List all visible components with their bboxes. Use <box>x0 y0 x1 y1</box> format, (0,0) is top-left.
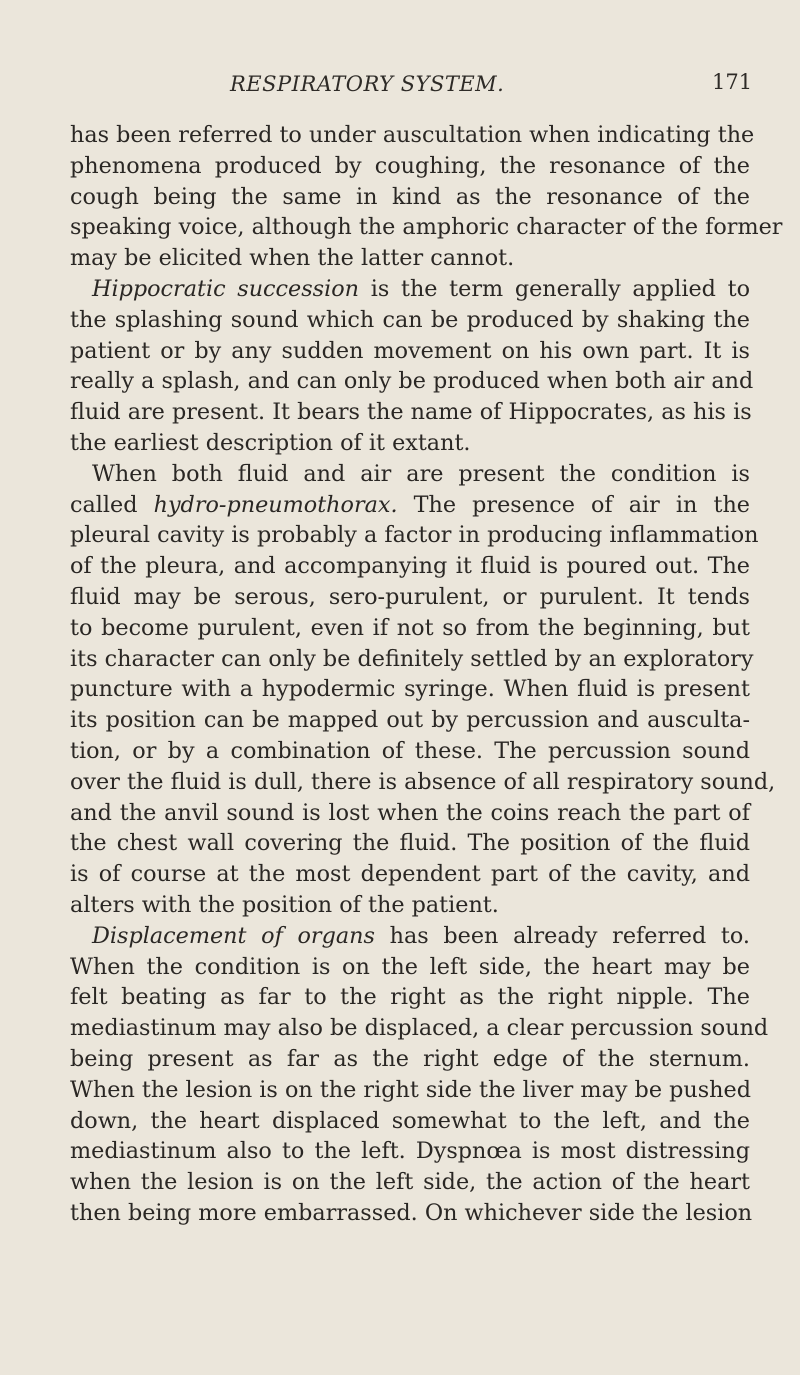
running-head: RESPIRATORY SYSTEM. <box>230 72 505 96</box>
text-line: of the pleura, and accompanying it fluid is poured out. The <box>70 553 750 580</box>
text-line: and the anvil sound is lost when the coins reach the part of <box>70 799 750 826</box>
text-line: may be elicited when the latter cannot. <box>70 245 515 272</box>
text-line: When both fluid and air are present the condition is <box>92 460 750 487</box>
text-line: its position can be mapped out by percussion and ausculta- <box>70 707 750 734</box>
text-line <box>70 490 750 521</box>
text-line: felt beating as far to the right as the right nipple. The <box>70 984 750 1011</box>
text-line: then being more embarrassed. On whichever side the lesion <box>70 1199 753 1226</box>
text-line: When the condition is on the left side, the heart may be <box>70 953 750 980</box>
text-line: really a splash, and can only be produced when both air and <box>70 368 754 395</box>
text-line: fluid are present. It bears the name of Hippocrates, as his is <box>70 399 752 426</box>
text-line: tion, or by a combination of these. The percussion sound <box>70 737 750 764</box>
line-text: The presence of air in the <box>397 491 750 518</box>
text-line: its character can only be definitely settled by an exploratory <box>70 645 754 672</box>
text-line: has been referred to under auscultation when indicating the <box>70 122 755 148</box>
text-line <box>70 274 750 305</box>
text-line: the splashing sound which can be produced by shaking the <box>70 306 750 333</box>
line-text: is the term generally applied to <box>359 275 750 302</box>
text-line: is of course at the most dependent part of the cavity, and <box>70 861 750 888</box>
text-line: down, the heart displaced somewhat to the left, and the <box>70 1107 750 1134</box>
text-line: when the lesion is on the left side, the action of the heart <box>70 1169 750 1196</box>
text-line: fluid may be serous, sero-purulent, or purulent. It tends <box>70 583 750 610</box>
text-line: mediastinum also to the left. Dyspnœa is most distressing <box>70 1138 750 1165</box>
text-line: cough being the same in kind as the resonance of the <box>70 183 750 210</box>
italic-term: Hippocratic succession <box>92 275 360 302</box>
text-line: phenomena produced by coughing, the resonance of the <box>70 152 750 179</box>
text-line: the chest wall covering the fluid. The position of the fluid <box>70 830 750 857</box>
text-line: mediastinum may also be displaced, a clear percussion sound <box>70 1015 769 1042</box>
text-line: alters with the position of the patient. <box>70 891 499 918</box>
body-text <box>70 120 783 1229</box>
text-line: When the lesion is on the right side the liver may be pushed <box>70 1076 752 1103</box>
text-line: the earliest description of it extant. <box>70 429 471 456</box>
text-line: to become purulent, even if not so from the beginning, but <box>70 614 750 641</box>
page-number: 171 <box>712 70 753 94</box>
italic-term: hydro-pneumothorax. <box>153 491 398 518</box>
text-line: being present as far as the right edge of the sternum. <box>70 1045 750 1072</box>
text-line: over the fluid is dull, there is absence of all respiratory sound, <box>70 768 776 795</box>
text-line: puncture with a hypodermic syringe. When fluid is present <box>70 676 750 703</box>
text-line: speaking voice, although the amphoric character of the former <box>70 214 783 241</box>
line-text: called <box>70 491 154 518</box>
text-line: patient or by any sudden movement on his own part. It is <box>70 337 750 364</box>
text-line <box>70 921 750 952</box>
text-line: pleural cavity is probably a factor in producing inflammation <box>70 522 759 549</box>
line-text: has been already referred to. <box>374 922 750 949</box>
italic-term: Displacement of organs <box>92 922 375 949</box>
